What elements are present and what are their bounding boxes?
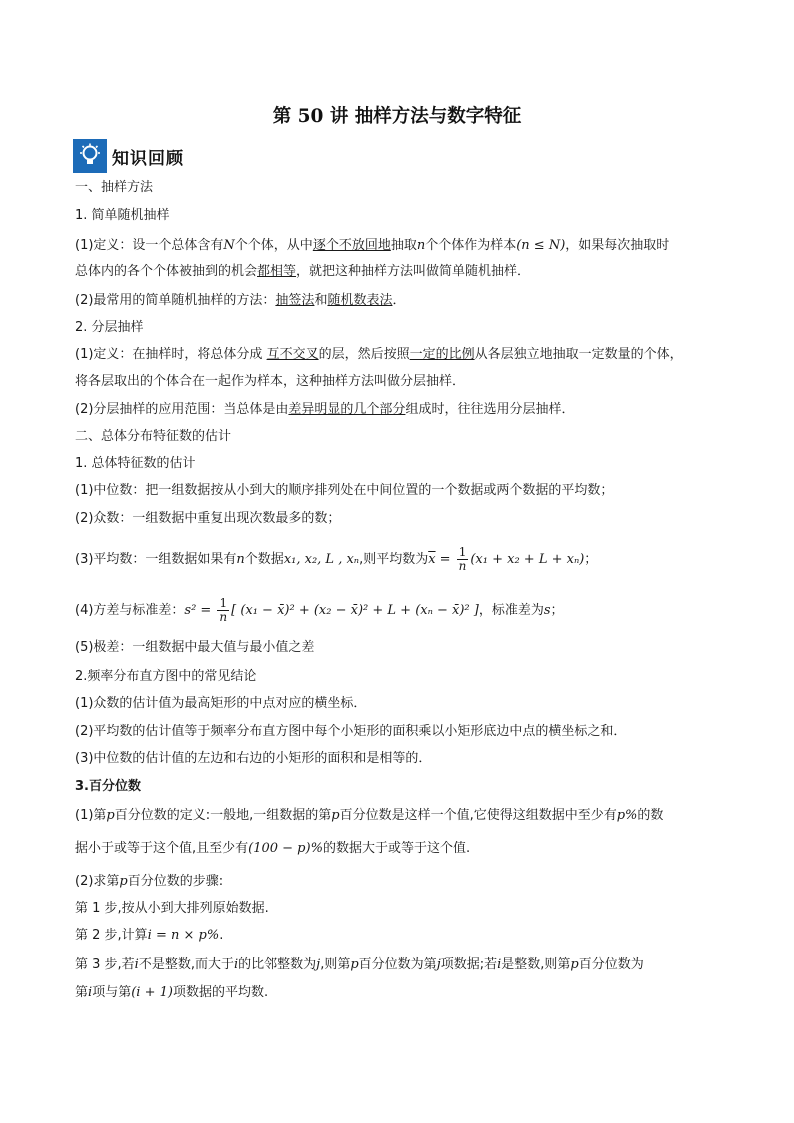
- methods-line: (2)最常用的简单随机抽样的方法：抽签法和随机数表法．: [75, 293, 406, 308]
- percentile-steps-heading: (2)求第p百分位数的步骤:: [75, 874, 224, 889]
- section-heading-sampling: 一、抽样方法: [75, 180, 154, 195]
- range-line: (5)极差：一组数据中最大值与最小值之差: [75, 640, 315, 655]
- histogram-mode-line: (1)众数的估计值为最高矩形的中点对应的横坐标．: [75, 696, 367, 711]
- stratified-def-line-2: 将各层取出的个体合在一起作为样本，这种抽样方法叫做分层抽样．: [75, 374, 466, 389]
- stratified-def-line-1: (1)定义：在抽样时，将总体分成 互不交叉的层，然后按照一定的比例从各层独立地抽取一定数量的个体，: [75, 347, 683, 362]
- section-banner: [73, 137, 184, 175]
- step-4-line: 第i项与第(i + 1)项数据的平均数.: [75, 985, 269, 1000]
- subheading-stratified: 2. 分层抽样: [75, 320, 144, 335]
- median-line: (1)中位数：把一组数据按从小到大的顺序排列处在中间位置的一个数据或两个数据的平均数；: [75, 483, 614, 498]
- stratified-scope-line: (2)分层抽样的应用范围：当总体是由差异明显的几个部分组成时，往往选用分层抽样．: [75, 402, 575, 417]
- subheading-histogram: 2.频率分布直方图中的常见结论: [75, 669, 257, 684]
- variance-line: (4)方差与标准差：s² = $\frac{1}{n}$ [ (x₁ − x̄)² + (x₂ − x̄)² + L + (xₙ − x̄)² ]，标准差为s；: [75, 596, 564, 624]
- section-heading-estimation: 二、总体分布特征数的估计: [75, 429, 232, 444]
- subheading-feature-estimation: 1. 总体特征数的估计: [75, 456, 196, 471]
- lightbulb-icon: [73, 139, 107, 173]
- mode-line: (2)众数：一组数据中重复出现次数最多的数；: [75, 511, 341, 526]
- banner-title: 知识回顾: [112, 148, 184, 169]
- definition-line-2: 总体内的各个个体被抽到的机会都相等，就把这种抽样方法叫做简单随机抽样．: [75, 264, 531, 279]
- step-2-line: 第 2 步,计算i = n × p%.: [75, 928, 224, 943]
- mean-symbol: $\overline{x}$: [428, 552, 436, 567]
- histogram-median-line: (3)中位数的估计值的左边和右边的小矩形的面积和是相等的．: [75, 751, 432, 766]
- percentile-def-line-2: 据小于或等于这个值,且至少有(100 − p)%的数据大于或等于这个值.: [75, 841, 471, 856]
- page-title: 第 50 讲 抽样方法与数字特征: [272, 106, 522, 127]
- step-1-line: 第 1 步,按从小到大排列原始数据.: [75, 901, 269, 916]
- subheading-simple-random: 1. 简单随机抽样: [75, 208, 170, 223]
- definition-line-1: (1)定义：设一个总体含有N个个体，从中逐个不放回地抽取n个个体作为样本(n ≤ N)，如果每次抽取时: [75, 238, 670, 253]
- step-3-line: 第 3 步,若i不是整数,而大于i的比邻整数为j,则第p百分位数为第j项数据;若i是整数,则第p百分位数为: [75, 957, 644, 972]
- variance-fraction: $\frac{1}{n}$: [219, 596, 228, 624]
- mean-fraction: $\frac{1}{n}$: [458, 545, 467, 573]
- histogram-mean-line: (2)平均数的估计值等于频率分布直方图中每个小矩形的面积乘以小矩形底边中点的横坐标之和．: [75, 724, 627, 739]
- mean-line: (3)平均数：一组数据如果有n个数据x₁, x₂, L , xₙ,则平均数为$\overline{x}$ = $\frac{1}{n}$ (x₁ + x₂ + L + xₙ)；: [75, 545, 598, 573]
- subheading-percentile: 3.百分位数: [75, 779, 141, 794]
- percentile-def-line-1: (1)第p百分位数的定义:一般地,一组数据的第p百分位数是这样一个值,它使得这组数据中至少有p%的数: [75, 808, 664, 823]
